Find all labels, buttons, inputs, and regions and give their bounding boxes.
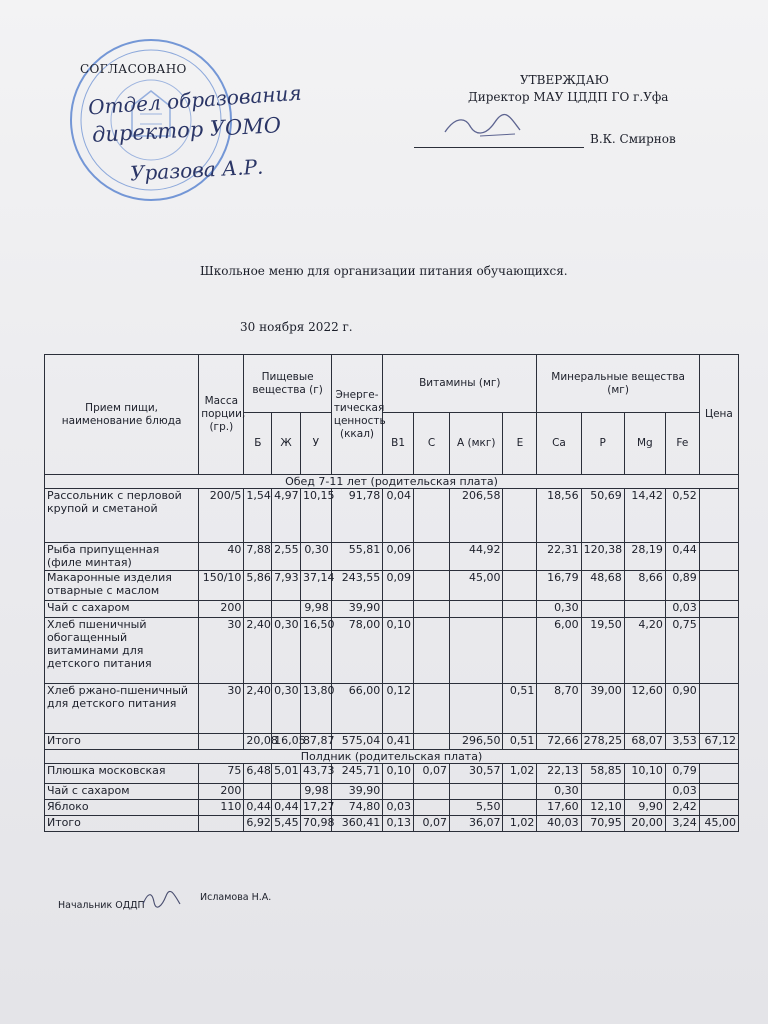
cell-mg: 4,20 — [624, 618, 665, 684]
cell-energy: 55,81 — [331, 543, 382, 571]
cell-e: 0,51 — [503, 684, 537, 734]
cell-mass: 30 — [199, 618, 244, 684]
cell-ca: 18,56 — [537, 489, 581, 543]
dish-name: Рыба припущенная (филе минтая) — [45, 543, 199, 571]
cell-p: 58,85 — [581, 764, 624, 784]
header-p: P — [581, 413, 624, 475]
cell-ca: 72,66 — [537, 734, 581, 750]
cell-price: 45,00 — [699, 816, 738, 832]
cell-b1: 0,41 — [383, 734, 414, 750]
cell-zh — [272, 601, 301, 618]
handwritten-line-2: директор УОМО — [91, 113, 282, 147]
cell-energy: 39,90 — [331, 601, 382, 618]
cell-e: 1,02 — [503, 764, 537, 784]
cell-a — [450, 684, 503, 734]
cell-c — [414, 543, 450, 571]
cell-c: 0,07 — [414, 764, 450, 784]
header-a: А (мкг) — [450, 413, 503, 475]
cell-u: 87,87 — [300, 734, 331, 750]
table-row — [45, 784, 739, 800]
approval-left-label: СОГЛАСОВАНО — [80, 62, 187, 76]
cell-b: 2,40 — [244, 618, 272, 684]
header-ca: Ca — [537, 413, 581, 475]
handwritten-line-3: Уразова А.Р. — [129, 154, 264, 186]
header-e: Е — [503, 413, 537, 475]
document-date: 30 ноября 2022 г. — [240, 320, 353, 334]
cell-e: 0,51 — [503, 734, 537, 750]
cell-fe: 0,03 — [665, 601, 699, 618]
header-mg: Mg — [624, 413, 665, 475]
cell-fe: 0,44 — [665, 543, 699, 571]
table-row — [45, 601, 739, 618]
footer-signature — [140, 888, 184, 910]
cell-a: 206,58 — [450, 489, 503, 543]
cell-fe: 0,90 — [665, 684, 699, 734]
cell-u: 16,50 — [300, 618, 331, 684]
cell-p: 12,10 — [581, 800, 624, 816]
cell-energy: 91,78 — [331, 489, 382, 543]
cell-c — [414, 784, 450, 800]
table-row — [45, 764, 739, 784]
cell-mg: 28,19 — [624, 543, 665, 571]
cell-mass: 200 — [199, 601, 244, 618]
cell-b1 — [383, 601, 414, 618]
total-label: Итого — [45, 816, 199, 832]
cell-price — [699, 764, 738, 784]
cell-fe: 0,75 — [665, 618, 699, 684]
cell-energy: 78,00 — [331, 618, 382, 684]
total-row — [45, 816, 739, 832]
cell-ca: 6,00 — [537, 618, 581, 684]
cell-mg: 9,90 — [624, 800, 665, 816]
header-u: У — [300, 413, 331, 475]
cell-u: 9,98 — [300, 601, 331, 618]
approval-right-line2: Директор МАУ ЦДДП ГО г.Уфа — [468, 90, 669, 104]
cell-b1: 0,13 — [383, 816, 414, 832]
cell-b — [244, 784, 272, 800]
header-mass: Масса порции, (гр.) — [199, 355, 244, 475]
cell-u: 13,80 — [300, 684, 331, 734]
footer-position: Начальник ОДДП — [58, 900, 145, 911]
cell-price — [699, 601, 738, 618]
cell-a: 5,50 — [450, 800, 503, 816]
cell-ca: 22,13 — [537, 764, 581, 784]
cell-zh: 7,93 — [272, 571, 301, 601]
cell-price — [699, 489, 738, 543]
cell-energy: 245,71 — [331, 764, 382, 784]
menu-table — [44, 354, 739, 832]
cell-c — [414, 489, 450, 543]
cell-price — [699, 618, 738, 684]
cell-fe: 3,53 — [665, 734, 699, 750]
cell-c — [414, 571, 450, 601]
cell-zh: 0,30 — [272, 684, 301, 734]
cell-b1: 0,10 — [383, 764, 414, 784]
cell-energy: 243,55 — [331, 571, 382, 601]
cell-b: 2,40 — [244, 684, 272, 734]
cell-a: 30,57 — [450, 764, 503, 784]
header-fe: Fe — [665, 413, 699, 475]
cell-p — [581, 784, 624, 800]
cell-price: 67,12 — [699, 734, 738, 750]
cell-mass: 110 — [199, 800, 244, 816]
cell-mass: 75 — [199, 764, 244, 784]
header-nutrients: Пищевые вещества (г) — [244, 355, 331, 413]
dish-name: Чай с сахаром — [45, 601, 199, 618]
cell-p: 19,50 — [581, 618, 624, 684]
header-b1: В1 — [383, 413, 414, 475]
cell-c: 0,07 — [414, 816, 450, 832]
cell-price — [699, 543, 738, 571]
cell-e — [503, 784, 537, 800]
document-title: Школьное меню для организации питания обучающихся. — [200, 264, 568, 278]
total-label: Итого — [45, 734, 199, 750]
cell-b1: 0,12 — [383, 684, 414, 734]
cell-zh — [272, 784, 301, 800]
cell-u: 37,14 — [300, 571, 331, 601]
cell-a — [450, 784, 503, 800]
cell-b: 1,54 — [244, 489, 272, 543]
cell-a: 45,00 — [450, 571, 503, 601]
cell-mg: 12,60 — [624, 684, 665, 734]
cell-c — [414, 618, 450, 684]
cell-u: 70,98 — [300, 816, 331, 832]
header-price: Цена — [699, 355, 738, 475]
cell-zh: 16,05 — [272, 734, 301, 750]
cell-mass: 200 — [199, 784, 244, 800]
cell-mass: 150/10 — [199, 571, 244, 601]
cell-price — [699, 784, 738, 800]
cell-mass — [199, 816, 244, 832]
cell-e — [503, 543, 537, 571]
cell-c — [414, 601, 450, 618]
cell-b1 — [383, 784, 414, 800]
dish-name: Яблоко — [45, 800, 199, 816]
section-snack: Полдник (родительская плата) — [45, 750, 739, 764]
approval-right-signature-name: В.К. Смирнов — [590, 132, 676, 146]
dish-name: Хлеб ржано-пшеничный для детского питания — [45, 684, 199, 734]
cell-mg — [624, 784, 665, 800]
cell-c — [414, 734, 450, 750]
cell-zh: 4,97 — [272, 489, 301, 543]
cell-p: 50,69 — [581, 489, 624, 543]
cell-price — [699, 800, 738, 816]
cell-b1: 0,04 — [383, 489, 414, 543]
cell-zh: 0,30 — [272, 618, 301, 684]
cell-energy: 66,00 — [331, 684, 382, 734]
cell-a: 36,07 — [450, 816, 503, 832]
header-b: Б — [244, 413, 272, 475]
dish-name: Плюшка московская — [45, 764, 199, 784]
cell-b — [244, 601, 272, 618]
cell-b: 7,88 — [244, 543, 272, 571]
header-c: С — [414, 413, 450, 475]
table-row — [45, 684, 739, 734]
cell-c — [414, 800, 450, 816]
cell-mg: 68,07 — [624, 734, 665, 750]
cell-b: 20,08 — [244, 734, 272, 750]
cell-u: 9,98 — [300, 784, 331, 800]
cell-fe: 0,52 — [665, 489, 699, 543]
cell-mg — [624, 601, 665, 618]
header-minerals: Минеральные вещества (мг) — [537, 355, 699, 413]
cell-mg: 14,42 — [624, 489, 665, 543]
director-signature — [440, 112, 530, 142]
cell-u: 10,15 — [300, 489, 331, 543]
cell-p: 278,25 — [581, 734, 624, 750]
cell-u: 0,30 — [300, 543, 331, 571]
cell-zh: 5,01 — [272, 764, 301, 784]
cell-u: 17,27 — [300, 800, 331, 816]
cell-e: 1,02 — [503, 816, 537, 832]
cell-e — [503, 601, 537, 618]
cell-mg: 20,00 — [624, 816, 665, 832]
cell-energy: 360,41 — [331, 816, 382, 832]
cell-ca: 17,60 — [537, 800, 581, 816]
cell-zh: 2,55 — [272, 543, 301, 571]
cell-b1: 0,10 — [383, 618, 414, 684]
cell-c — [414, 684, 450, 734]
cell-ca: 0,30 — [537, 784, 581, 800]
cell-mg: 8,66 — [624, 571, 665, 601]
cell-e — [503, 571, 537, 601]
cell-a — [450, 618, 503, 684]
table-row — [45, 543, 739, 571]
cell-fe: 0,03 — [665, 784, 699, 800]
cell-a: 44,92 — [450, 543, 503, 571]
cell-b1: 0,06 — [383, 543, 414, 571]
cell-mass — [199, 734, 244, 750]
handwritten-line-1: Отдел образования — [87, 80, 303, 120]
table-row — [45, 800, 739, 816]
cell-fe: 2,42 — [665, 800, 699, 816]
cell-zh: 5,45 — [272, 816, 301, 832]
cell-price — [699, 571, 738, 601]
header-vitamins: Витамины (мг) — [383, 355, 537, 413]
table-row — [45, 489, 739, 543]
cell-b1: 0,03 — [383, 800, 414, 816]
cell-fe: 0,89 — [665, 571, 699, 601]
table-row — [45, 571, 739, 601]
cell-p: 48,68 — [581, 571, 624, 601]
cell-mass: 30 — [199, 684, 244, 734]
cell-e — [503, 489, 537, 543]
header-energy: Энерге-тическая ценность (ккал) — [331, 355, 382, 475]
section-lunch: Обед 7-11 лет (родительская плата) — [45, 475, 739, 489]
dish-name: Хлеб пшеничный обогащенный витаминами для детского питания — [45, 618, 199, 684]
cell-fe: 0,79 — [665, 764, 699, 784]
signature-line — [414, 147, 584, 148]
total-row — [45, 734, 739, 750]
cell-b: 6,92 — [244, 816, 272, 832]
cell-fe: 3,24 — [665, 816, 699, 832]
approval-right-line1: УТВЕРЖДАЮ — [520, 73, 609, 87]
cell-p — [581, 601, 624, 618]
cell-b: 6,48 — [244, 764, 272, 784]
cell-energy: 39,90 — [331, 784, 382, 800]
cell-energy: 575,04 — [331, 734, 382, 750]
cell-mg: 10,10 — [624, 764, 665, 784]
cell-ca: 22,31 — [537, 543, 581, 571]
header-zh: Ж — [272, 413, 301, 475]
dish-name: Макаронные изделия отварные с маслом — [45, 571, 199, 601]
cell-ca: 16,79 — [537, 571, 581, 601]
cell-u: 43,73 — [300, 764, 331, 784]
cell-energy: 74,80 — [331, 800, 382, 816]
cell-zh: 0,44 — [272, 800, 301, 816]
cell-b: 5,86 — [244, 571, 272, 601]
dish-name: Чай с сахаром — [45, 784, 199, 800]
cell-ca: 0,30 — [537, 601, 581, 618]
footer-name: Исламова Н.А. — [200, 892, 272, 903]
cell-b1: 0,09 — [383, 571, 414, 601]
cell-e — [503, 800, 537, 816]
cell-a — [450, 601, 503, 618]
cell-p: 70,95 — [581, 816, 624, 832]
cell-mass: 200/5 — [199, 489, 244, 543]
cell-a: 296,50 — [450, 734, 503, 750]
dish-name: Рассольник с перловой крупой и сметаной — [45, 489, 199, 543]
cell-b: 0,44 — [244, 800, 272, 816]
cell-p: 39,00 — [581, 684, 624, 734]
cell-mass: 40 — [199, 543, 244, 571]
cell-e — [503, 618, 537, 684]
cell-p: 120,38 — [581, 543, 624, 571]
cell-price — [699, 684, 738, 734]
header-meal: Прием пищи, наименование блюда — [45, 355, 199, 475]
table-row — [45, 618, 739, 684]
cell-ca: 40,03 — [537, 816, 581, 832]
cell-ca: 8,70 — [537, 684, 581, 734]
